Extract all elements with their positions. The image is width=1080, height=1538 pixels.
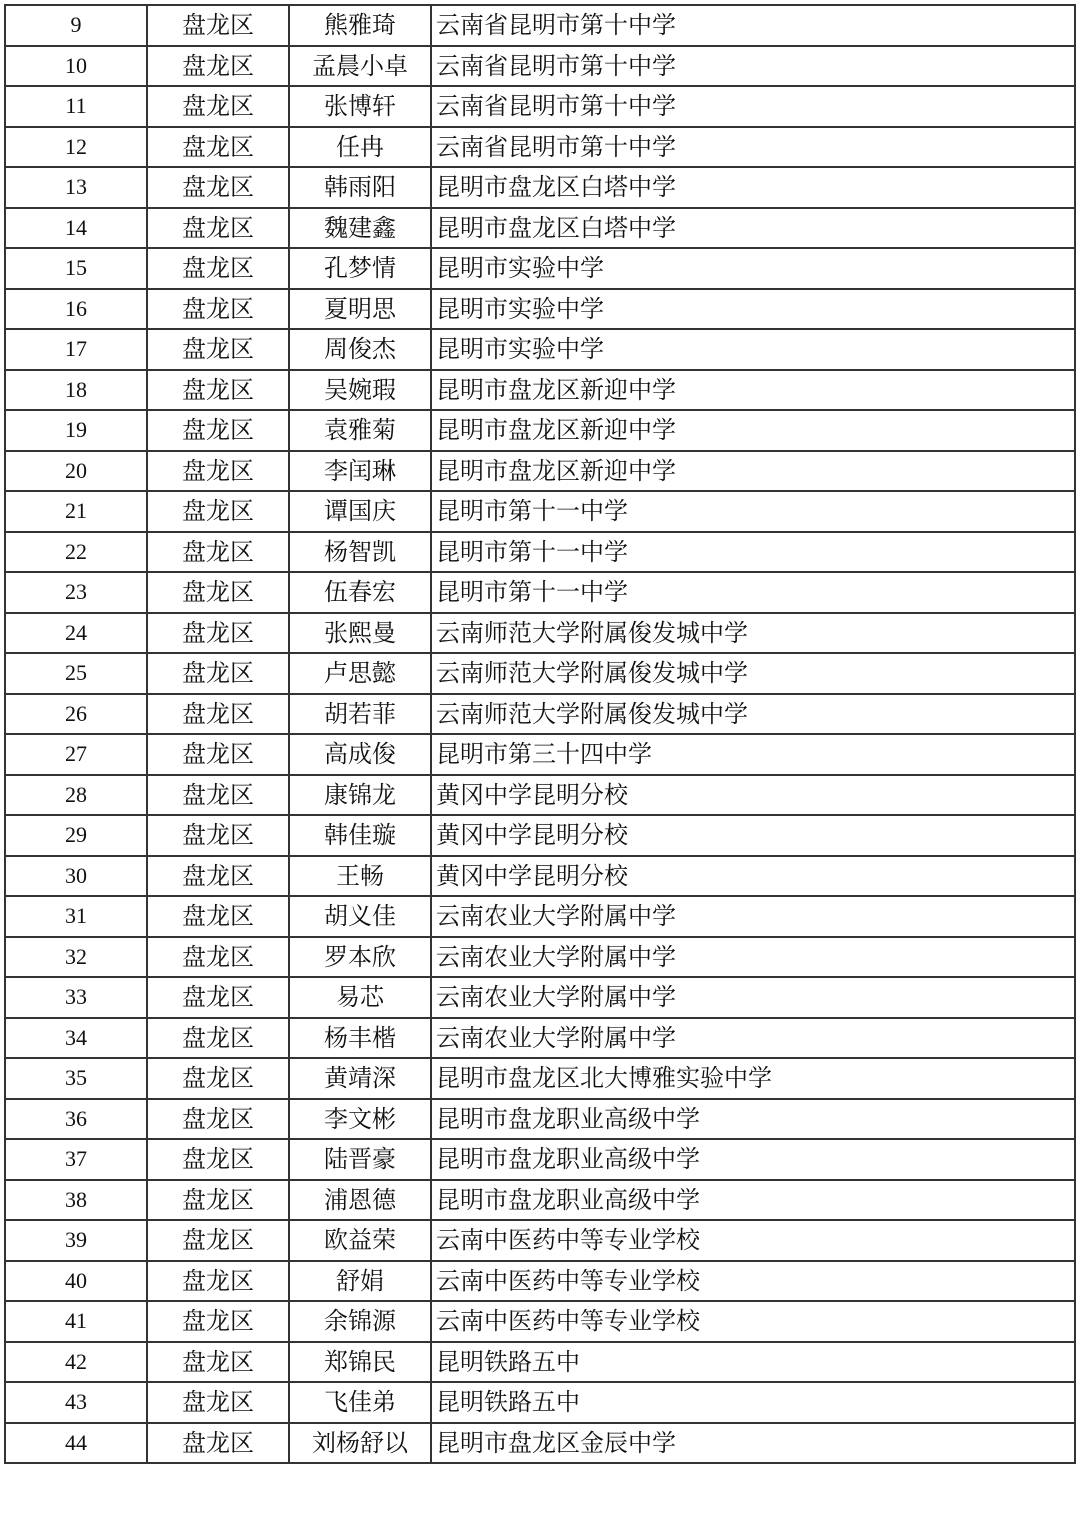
district-cell: 盘龙区 bbox=[147, 289, 289, 330]
district-cell: 盘龙区 bbox=[147, 1220, 289, 1261]
student-name-cell: 舒娟 bbox=[289, 1261, 431, 1302]
table-row bbox=[5, 1180, 1075, 1221]
district-cell: 盘龙区 bbox=[147, 1180, 289, 1221]
school-cell: 昆明市第三十四中学 bbox=[431, 734, 1075, 775]
school-cell: 昆明市盘龙区金辰中学 bbox=[431, 1423, 1075, 1464]
district-cell: 盘龙区 bbox=[147, 896, 289, 937]
school-cell: 昆明市实验中学 bbox=[431, 329, 1075, 370]
row-number-cell: 42 bbox=[5, 1342, 147, 1383]
district-cell: 盘龙区 bbox=[147, 410, 289, 451]
row-number-cell: 18 bbox=[5, 370, 147, 411]
school-cell: 昆明市实验中学 bbox=[431, 289, 1075, 330]
school-cell: 黄冈中学昆明分校 bbox=[431, 856, 1075, 897]
school-cell: 云南中医药中等专业学校 bbox=[431, 1261, 1075, 1302]
table-row bbox=[5, 5, 1075, 46]
student-name-cell: 胡义佳 bbox=[289, 896, 431, 937]
school-cell: 云南省昆明市第十中学 bbox=[431, 5, 1075, 46]
row-number-cell: 38 bbox=[5, 1180, 147, 1221]
table-row bbox=[5, 1058, 1075, 1099]
student-name-cell: 周俊杰 bbox=[289, 329, 431, 370]
row-number-cell: 40 bbox=[5, 1261, 147, 1302]
row-number-cell: 21 bbox=[5, 491, 147, 532]
table-row bbox=[5, 896, 1075, 937]
school-cell: 昆明市第十一中学 bbox=[431, 491, 1075, 532]
student-name-cell: 孔梦情 bbox=[289, 248, 431, 289]
student-name-cell: 浦恩德 bbox=[289, 1180, 431, 1221]
table-row bbox=[5, 572, 1075, 613]
table-body bbox=[5, 5, 1075, 1463]
table-row bbox=[5, 937, 1075, 978]
district-cell: 盘龙区 bbox=[147, 572, 289, 613]
table-row bbox=[5, 208, 1075, 249]
student-name-cell: 飞佳弟 bbox=[289, 1382, 431, 1423]
district-cell: 盘龙区 bbox=[147, 167, 289, 208]
district-cell: 盘龙区 bbox=[147, 653, 289, 694]
student-name-cell: 任冉 bbox=[289, 127, 431, 168]
school-cell: 黄冈中学昆明分校 bbox=[431, 815, 1075, 856]
table-row bbox=[5, 86, 1075, 127]
student-name-cell: 韩雨阳 bbox=[289, 167, 431, 208]
school-cell: 昆明市实验中学 bbox=[431, 248, 1075, 289]
table-row bbox=[5, 289, 1075, 330]
table-row bbox=[5, 410, 1075, 451]
table-row bbox=[5, 694, 1075, 735]
student-name-cell: 杨智凯 bbox=[289, 532, 431, 573]
district-cell: 盘龙区 bbox=[147, 1423, 289, 1464]
row-number-cell: 32 bbox=[5, 937, 147, 978]
student-name-cell: 袁雅菊 bbox=[289, 410, 431, 451]
table-row bbox=[5, 734, 1075, 775]
district-cell: 盘龙区 bbox=[147, 734, 289, 775]
row-number-cell: 33 bbox=[5, 977, 147, 1018]
district-cell: 盘龙区 bbox=[147, 1139, 289, 1180]
school-cell: 昆明铁路五中 bbox=[431, 1382, 1075, 1423]
student-name-cell: 李闰琳 bbox=[289, 451, 431, 492]
school-cell: 云南省昆明市第十中学 bbox=[431, 86, 1075, 127]
table-row bbox=[5, 856, 1075, 897]
district-cell: 盘龙区 bbox=[147, 1342, 289, 1383]
student-name-cell: 罗本欣 bbox=[289, 937, 431, 978]
student-name-cell: 王畅 bbox=[289, 856, 431, 897]
school-cell: 昆明市盘龙区白塔中学 bbox=[431, 167, 1075, 208]
row-number-cell: 34 bbox=[5, 1018, 147, 1059]
school-cell: 云南中医药中等专业学校 bbox=[431, 1220, 1075, 1261]
school-cell: 云南农业大学附属中学 bbox=[431, 977, 1075, 1018]
school-cell: 昆明市盘龙区新迎中学 bbox=[431, 370, 1075, 411]
table-row bbox=[5, 167, 1075, 208]
table-row bbox=[5, 532, 1075, 573]
table-row bbox=[5, 613, 1075, 654]
row-number-cell: 16 bbox=[5, 289, 147, 330]
student-name-cell: 刘杨舒以 bbox=[289, 1423, 431, 1464]
district-cell: 盘龙区 bbox=[147, 5, 289, 46]
school-cell: 昆明市盘龙职业高级中学 bbox=[431, 1180, 1075, 1221]
row-number-cell: 43 bbox=[5, 1382, 147, 1423]
district-cell: 盘龙区 bbox=[147, 208, 289, 249]
school-cell: 黄冈中学昆明分校 bbox=[431, 775, 1075, 816]
district-cell: 盘龙区 bbox=[147, 86, 289, 127]
student-name-cell: 伍春宏 bbox=[289, 572, 431, 613]
table-row bbox=[5, 653, 1075, 694]
table-row bbox=[5, 1382, 1075, 1423]
table-row bbox=[5, 1301, 1075, 1342]
student-name-cell: 郑锦民 bbox=[289, 1342, 431, 1383]
district-cell: 盘龙区 bbox=[147, 694, 289, 735]
school-cell: 云南农业大学附属中学 bbox=[431, 937, 1075, 978]
district-cell: 盘龙区 bbox=[147, 451, 289, 492]
district-cell: 盘龙区 bbox=[147, 856, 289, 897]
table-row bbox=[5, 1099, 1075, 1140]
row-number-cell: 27 bbox=[5, 734, 147, 775]
table-row bbox=[5, 127, 1075, 168]
district-cell: 盘龙区 bbox=[147, 46, 289, 87]
student-name-cell: 李文彬 bbox=[289, 1099, 431, 1140]
table-row bbox=[5, 1220, 1075, 1261]
school-cell: 昆明市第十一中学 bbox=[431, 572, 1075, 613]
district-cell: 盘龙区 bbox=[147, 977, 289, 1018]
table-row bbox=[5, 329, 1075, 370]
row-number-cell: 31 bbox=[5, 896, 147, 937]
student-name-cell: 胡若菲 bbox=[289, 694, 431, 735]
row-number-cell: 9 bbox=[5, 5, 147, 46]
student-name-cell: 黄靖深 bbox=[289, 1058, 431, 1099]
row-number-cell: 22 bbox=[5, 532, 147, 573]
row-number-cell: 15 bbox=[5, 248, 147, 289]
table-row bbox=[5, 977, 1075, 1018]
student-name-cell: 张熙曼 bbox=[289, 613, 431, 654]
row-number-cell: 25 bbox=[5, 653, 147, 694]
district-cell: 盘龙区 bbox=[147, 1099, 289, 1140]
row-number-cell: 24 bbox=[5, 613, 147, 654]
school-cell: 云南师范大学附属俊发城中学 bbox=[431, 613, 1075, 654]
row-number-cell: 17 bbox=[5, 329, 147, 370]
school-cell: 云南省昆明市第十中学 bbox=[431, 46, 1075, 87]
district-cell: 盘龙区 bbox=[147, 248, 289, 289]
table-row bbox=[5, 491, 1075, 532]
table-row bbox=[5, 451, 1075, 492]
school-cell: 云南师范大学附属俊发城中学 bbox=[431, 653, 1075, 694]
table-row bbox=[5, 1139, 1075, 1180]
school-cell: 云南农业大学附属中学 bbox=[431, 896, 1075, 937]
table-row bbox=[5, 370, 1075, 411]
district-cell: 盘龙区 bbox=[147, 370, 289, 411]
student-name-cell: 韩佳璇 bbox=[289, 815, 431, 856]
district-cell: 盘龙区 bbox=[147, 1301, 289, 1342]
district-cell: 盘龙区 bbox=[147, 937, 289, 978]
school-cell: 云南中医药中等专业学校 bbox=[431, 1301, 1075, 1342]
student-name-cell: 陆晋豪 bbox=[289, 1139, 431, 1180]
student-name-cell: 卢思懿 bbox=[289, 653, 431, 694]
row-number-cell: 44 bbox=[5, 1423, 147, 1464]
student-name-cell: 杨丰楷 bbox=[289, 1018, 431, 1059]
student-list-table bbox=[4, 4, 1076, 1464]
row-number-cell: 35 bbox=[5, 1058, 147, 1099]
school-cell: 云南师范大学附属俊发城中学 bbox=[431, 694, 1075, 735]
district-cell: 盘龙区 bbox=[147, 613, 289, 654]
student-name-cell: 易芯 bbox=[289, 977, 431, 1018]
row-number-cell: 30 bbox=[5, 856, 147, 897]
student-name-cell: 吴婉瑕 bbox=[289, 370, 431, 411]
school-cell: 昆明市盘龙区白塔中学 bbox=[431, 208, 1075, 249]
row-number-cell: 10 bbox=[5, 46, 147, 87]
district-cell: 盘龙区 bbox=[147, 1058, 289, 1099]
district-cell: 盘龙区 bbox=[147, 1382, 289, 1423]
student-name-cell: 夏明思 bbox=[289, 289, 431, 330]
table-row bbox=[5, 248, 1075, 289]
school-cell: 昆明市第十一中学 bbox=[431, 532, 1075, 573]
school-cell: 昆明市盘龙区北大博雅实验中学 bbox=[431, 1058, 1075, 1099]
table-row bbox=[5, 46, 1075, 87]
row-number-cell: 20 bbox=[5, 451, 147, 492]
student-name-cell: 熊雅琦 bbox=[289, 5, 431, 46]
row-number-cell: 14 bbox=[5, 208, 147, 249]
row-number-cell: 26 bbox=[5, 694, 147, 735]
table-row bbox=[5, 815, 1075, 856]
district-cell: 盘龙区 bbox=[147, 532, 289, 573]
student-name-cell: 康锦龙 bbox=[289, 775, 431, 816]
row-number-cell: 23 bbox=[5, 572, 147, 613]
district-cell: 盘龙区 bbox=[147, 329, 289, 370]
student-name-cell: 谭国庆 bbox=[289, 491, 431, 532]
student-name-cell: 高成俊 bbox=[289, 734, 431, 775]
school-cell: 昆明市盘龙区新迎中学 bbox=[431, 410, 1075, 451]
table-row bbox=[5, 1342, 1075, 1383]
district-cell: 盘龙区 bbox=[147, 491, 289, 532]
school-cell: 昆明市盘龙区新迎中学 bbox=[431, 451, 1075, 492]
school-cell: 昆明铁路五中 bbox=[431, 1342, 1075, 1383]
table-row bbox=[5, 775, 1075, 816]
row-number-cell: 11 bbox=[5, 86, 147, 127]
student-name-cell: 孟晨小卓 bbox=[289, 46, 431, 87]
table-row bbox=[5, 1261, 1075, 1302]
school-cell: 云南省昆明市第十中学 bbox=[431, 127, 1075, 168]
table-row bbox=[5, 1018, 1075, 1059]
row-number-cell: 39 bbox=[5, 1220, 147, 1261]
table-row bbox=[5, 1423, 1075, 1464]
district-cell: 盘龙区 bbox=[147, 775, 289, 816]
district-cell: 盘龙区 bbox=[147, 815, 289, 856]
district-cell: 盘龙区 bbox=[147, 1018, 289, 1059]
row-number-cell: 41 bbox=[5, 1301, 147, 1342]
student-name-cell: 余锦源 bbox=[289, 1301, 431, 1342]
student-name-cell: 张博轩 bbox=[289, 86, 431, 127]
student-name-cell: 欧益荣 bbox=[289, 1220, 431, 1261]
school-cell: 云南农业大学附属中学 bbox=[431, 1018, 1075, 1059]
district-cell: 盘龙区 bbox=[147, 1261, 289, 1302]
row-number-cell: 13 bbox=[5, 167, 147, 208]
row-number-cell: 29 bbox=[5, 815, 147, 856]
student-name-cell: 魏建鑫 bbox=[289, 208, 431, 249]
row-number-cell: 28 bbox=[5, 775, 147, 816]
row-number-cell: 36 bbox=[5, 1099, 147, 1140]
school-cell: 昆明市盘龙职业高级中学 bbox=[431, 1139, 1075, 1180]
row-number-cell: 12 bbox=[5, 127, 147, 168]
school-cell: 昆明市盘龙职业高级中学 bbox=[431, 1099, 1075, 1140]
row-number-cell: 37 bbox=[5, 1139, 147, 1180]
row-number-cell: 19 bbox=[5, 410, 147, 451]
district-cell: 盘龙区 bbox=[147, 127, 289, 168]
